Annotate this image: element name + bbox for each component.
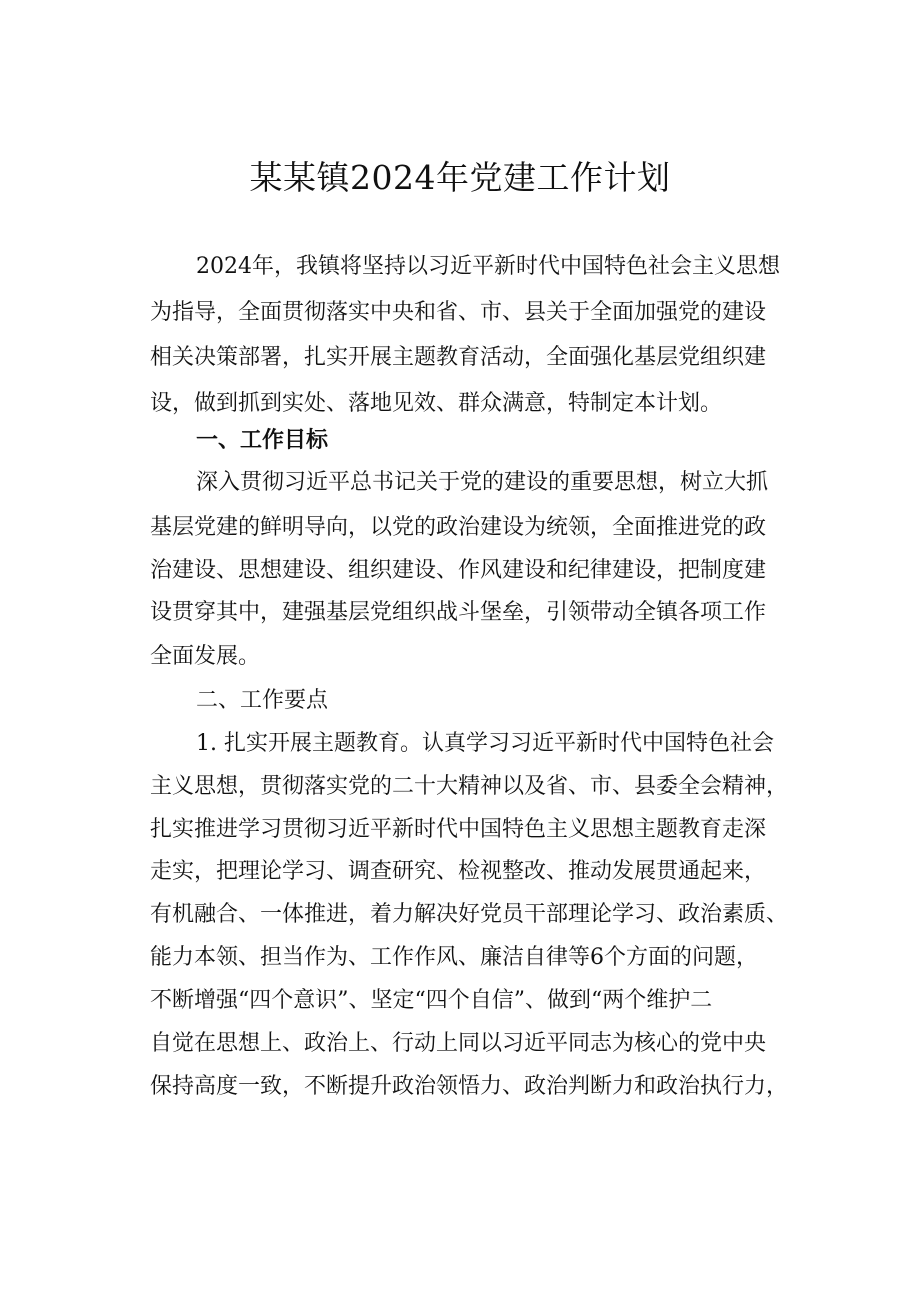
intro-line-2: 为指导，全面贯彻落实中央和省、市、县关于全面加强党的建设 xyxy=(150,300,767,325)
intro-line-1: 2024年，我镇将坚持以习近平新时代中国特色社会主义思想 xyxy=(196,254,780,279)
point-1-line-4: 走实，把理论学习、调查研究、检视整改、推动发展贯通起来， xyxy=(150,859,767,884)
intro-line-3: 相关决策部署，扎实开展主题教育活动，全面强化基层党组织建 xyxy=(150,345,767,370)
goals-line-1: 深入贯彻习近平总书记关于党的建设的重要思想，树立大抓 xyxy=(196,470,769,495)
section-heading-goals: 一、工作目标 xyxy=(196,428,329,453)
point-1-line-8: 自觉在思想上、政治上、行动上同以习近平同志为核心的党中央 xyxy=(150,1031,767,1056)
point-1-line-5: 有机融合、一体推进，着力解决好党员干部理论学习、政治素质、 xyxy=(150,902,789,927)
intro-line-4: 设，做到抓到实处、落地见效、群众满意，特制定本计划。 xyxy=(150,391,723,416)
goals-line-3: 治建设、思想建设、组织建设、作风建设和纪律建设，把制度建 xyxy=(150,558,767,583)
section-heading-key-points: 二、工作要点 xyxy=(196,688,329,713)
point-1-line-9: 保持高度一致，不断提升政治领悟力、政治判断力和政治执行力， xyxy=(150,1074,789,1099)
point-1-line-7: 不断增强“四个意识”、坚定“四个自信”、做到“两个维护二 xyxy=(150,988,713,1013)
point-1-line-1: 1. 扎实开展主题教育。认真学习习近平新时代中国特色社会 xyxy=(196,731,774,756)
goals-line-5: 全面发展。 xyxy=(150,644,261,669)
goals-line-2: 基层党建的鲜明导向，以党的政治建设为统领，全面推进党的政 xyxy=(150,515,767,540)
point-1-line-3: 扎实推进学习贯彻习近平新时代中国特色主义思想主题教育走深 xyxy=(150,817,767,842)
point-1-line-6: 能力本领、担当作为、工作作风、廉洁自律等6个方面的问题， xyxy=(150,945,758,970)
goals-line-4: 设贯穿其中，建强基层党组织战斗堡垒，引领带动全镇各项工作 xyxy=(150,600,767,625)
point-1-line-2: 主义思想，贯彻落实党的二十大精神以及省、市、县委全会精神， xyxy=(150,774,789,799)
document-title: 某某镇2024年党建工作计划 xyxy=(249,158,671,197)
